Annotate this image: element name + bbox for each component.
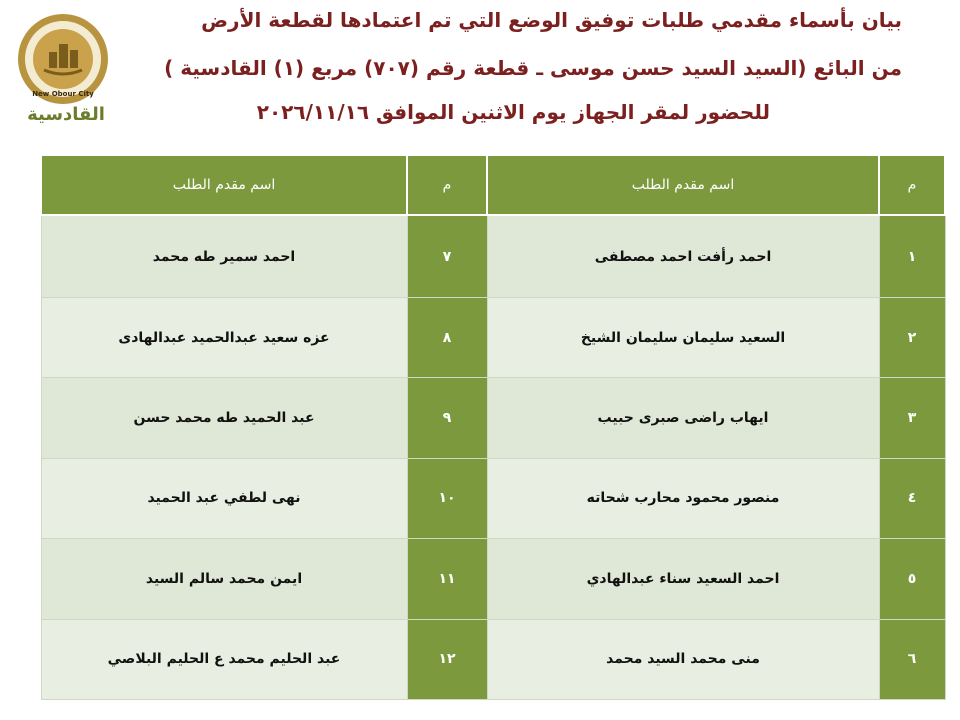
row-number: ٩: [407, 378, 487, 458]
applicant-name: احمد سمير طه محمد: [41, 215, 407, 298]
organization-logo: [16, 12, 110, 106]
applicant-name: احمد رأفت احمد مصطفى: [487, 215, 879, 298]
applicant-name: عبد الحميد طه محمد حسن: [41, 378, 407, 458]
row-number: ٤: [879, 458, 945, 538]
applicant-name: نهى لطفي عبد الحميد: [41, 458, 407, 538]
table-row: [41, 215, 945, 298]
logo-label: القادسية: [27, 104, 105, 125]
applicant-name: ايمن محمد سالم السيد: [41, 539, 407, 619]
table-row: [41, 378, 945, 458]
row-number: ١٠: [407, 458, 487, 538]
row-number: ١: [879, 215, 945, 298]
document-header: [0, 0, 960, 150]
header-number-right: م: [879, 155, 945, 215]
table-row: [41, 539, 945, 619]
header-name-right: اسم مقدم الطلب: [487, 155, 879, 215]
logo-ring-text: New Obour City: [32, 90, 94, 98]
applicant-name: عبد الحليم محمد ع الحليم البلاصي: [41, 619, 407, 699]
applicant-name: منى محمد السيد محمد: [487, 619, 879, 699]
applicant-name: احمد السعيد سناء عبدالهادي: [487, 539, 879, 619]
row-number: ١١: [407, 539, 487, 619]
header-name-left: اسم مقدم الطلب: [41, 155, 407, 215]
row-number: ٨: [407, 298, 487, 378]
applicant-name: السعيد سليمان سليمان الشيخ: [487, 298, 879, 378]
row-number: ٥: [879, 539, 945, 619]
row-number: ٣: [879, 378, 945, 458]
table-row: [41, 619, 945, 699]
applicant-name: منصور محمود محارب شحاته: [487, 458, 879, 538]
header-number-left: م: [407, 155, 487, 215]
title-line-1: بيان بأسماء مقدمي طلبات توفيق الوضع التي تم اعتمادها لقطعة الأرض: [201, 8, 902, 32]
applicant-name: عزه سعيد عبدالحميد عبدالهادى: [41, 298, 407, 378]
row-number: ٢: [879, 298, 945, 378]
row-number: ٧: [407, 215, 487, 298]
title-line-3: للحضور لمقر الجهاز يوم الاثنين الموافق ٢٠٢٦/١١/١٦: [256, 100, 770, 124]
row-number: ١٢: [407, 619, 487, 699]
table-row: [41, 458, 945, 538]
applicant-name: ايهاب راضى صبرى حبيب: [487, 378, 879, 458]
table-row: [41, 298, 945, 378]
row-number: ٦: [879, 619, 945, 699]
applicants-table: [40, 154, 946, 700]
table-header-row: [41, 155, 945, 215]
title-line-2: من البائع (السيد السيد حسن موسى ـ قطعة رقم (٧٠٧) مربع (١) القادسية ): [164, 56, 902, 80]
